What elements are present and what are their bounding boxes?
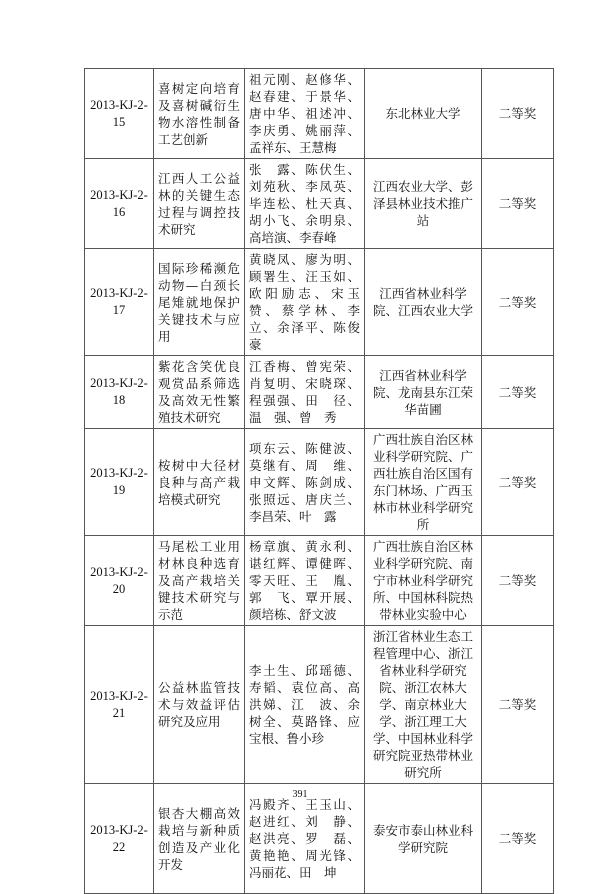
project-name: 公益林监管技术与效益评估研究及应用 — [154, 626, 245, 784]
project-name: 马尾松工业用材林良种选育及高产栽培关键技术研究与示范 — [154, 536, 245, 626]
award-id: 2013-KJ-2-21 — [85, 626, 154, 784]
organizations: 广西壮族自治区林业科学研究院、广西壮族自治区国有东门林场、广西玉林市林业科学研究所 — [365, 429, 482, 536]
main-contributors: 杨章旗、黄永利、谌红辉、谭健晖、零天旺、王 胤、郭 飞、覃开展、颜培栋、舒文波 — [245, 536, 365, 626]
main-contributors: 张 露、陈伏生、刘苑秋、李凤英、毕连松、杜天真、胡小飞、余明泉、高培演、李春峰 — [245, 159, 365, 249]
main-contributors: 祖元刚、赵修华、赵春建、于景华、唐中华、祖述冲、李庆勇、姚丽萍、孟祥东、王慧梅 — [245, 69, 365, 159]
main-contributors: 李土生、邱瑶德、寿韬、袁位高、高洪娣、江 波、余树全、莫路锋、应宝根、鲁小珍 — [245, 626, 365, 784]
organizations: 浙江省林业生态工程管理中心、浙江省林业科学研究院、浙江农林大学、南京林业大学、浙江理工大学、中国林业科学研究院亚热带林业研究所 — [365, 626, 482, 784]
award-id: 2013-KJ-2-22 — [85, 784, 154, 894]
organizations: 江西省林业科学院、龙南县东江荣华苗圃 — [365, 356, 482, 429]
table-row — [85, 249, 554, 356]
organizations: 泰安市泰山林业科学研究院 — [365, 784, 482, 894]
award-grade: 二等奖 — [482, 249, 554, 356]
organizations: 东北林业大学 — [365, 69, 482, 159]
table-row — [85, 536, 554, 626]
award-grade: 二等奖 — [482, 429, 554, 536]
award-id: 2013-KJ-2-15 — [85, 69, 154, 159]
award-id: 2013-KJ-2-20 — [85, 536, 154, 626]
table-row — [85, 69, 554, 159]
main-contributors: 项东云、陈健波、莫继有、周 维、申文辉、陈剑成、张照远、唐庆兰、李昌荣、叶 露 — [245, 429, 365, 536]
table-row — [85, 626, 554, 784]
table-row — [85, 429, 554, 536]
table-row — [85, 159, 554, 249]
award-grade: 二等奖 — [482, 626, 554, 784]
award-id: 2013-KJ-2-18 — [85, 356, 154, 429]
award-grade: 二等奖 — [482, 536, 554, 626]
project-name: 喜树定向培育及喜树碱衍生物水溶性制备工艺创新 — [154, 69, 245, 159]
main-contributors: 黄晓凤、廖为明、顾署生、汪玉如、欧阳励志、宋玉赞、蔡学林、李 立、余泽平、陈俊豪 — [245, 249, 365, 356]
award-id: 2013-KJ-2-17 — [85, 249, 154, 356]
project-name: 国际珍稀濒危动物—白颈长尾雉就地保护关键技术与应用 — [154, 249, 245, 356]
organizations: 广西壮族自治区林业科学研究院、南宁市林业科学研究所、中国林科院热带林业实验中心 — [365, 536, 482, 626]
project-name: 桉树中大径材良种与高产栽培模式研究 — [154, 429, 245, 536]
main-contributors: 江香梅、曾宪荣、肖复明、宋晓琛、程强强、田 径、温 强、曾 秀 — [245, 356, 365, 429]
award-grade: 二等奖 — [482, 784, 554, 894]
project-name: 紫花含笑优良观赏品系筛选及高效无性繁殖技术研究 — [154, 356, 245, 429]
award-grade: 二等奖 — [482, 69, 554, 159]
table-row — [85, 784, 554, 894]
award-grade: 二等奖 — [482, 159, 554, 249]
main-contributors: 冯殿齐、王玉山、赵进红、刘 静、赵洪亮、罗 磊、黄艳艳、周光锋、冯丽花、田 坤 — [245, 784, 365, 894]
project-name: 银杏大棚高效栽培与新种质创造及产业化开发 — [154, 784, 245, 894]
award-id: 2013-KJ-2-19 — [85, 429, 154, 536]
award-grade: 二等奖 — [482, 356, 554, 429]
awards-table — [84, 68, 554, 894]
organizations: 江西省林业科学院、江西农业大学 — [365, 249, 482, 356]
award-id: 2013-KJ-2-16 — [85, 159, 154, 249]
project-name: 江西人工公益林的关键生态过程与调控技术研究 — [154, 159, 245, 249]
table-row — [85, 356, 554, 429]
page-number: 391 — [292, 789, 308, 800]
organizations: 江西农业大学、彭泽县林业技术推广站 — [365, 159, 482, 249]
